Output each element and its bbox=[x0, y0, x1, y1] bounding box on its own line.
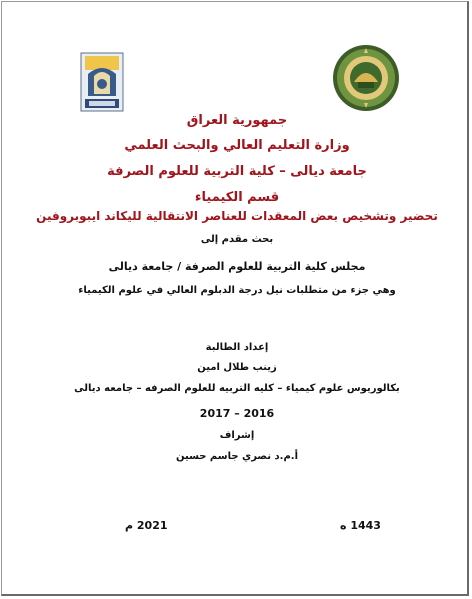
supervisor-name: أ.م.د نصري جاسم حسين bbox=[175, 451, 299, 462]
council-text: مجلس كلية التربية للعلوم الصرفة / جامعة ديالى bbox=[108, 260, 366, 273]
gregorian-year: 2021 م bbox=[125, 519, 168, 532]
student-name: زينب طلال امين bbox=[197, 362, 277, 373]
purpose-text: وهي جزء من متطلبات نيل درجة الدبلوم العالي في علوم الكيمياء bbox=[78, 285, 396, 296]
department-heading: قسم الكيمياء bbox=[194, 190, 280, 205]
academic-years: 2017 – 2016 bbox=[199, 407, 275, 420]
ministry-heading: وزارة التعليم العالي والبحث العلمي bbox=[124, 138, 350, 153]
university-seal-icon bbox=[332, 44, 400, 112]
hijri-year: 1443 ه bbox=[340, 519, 381, 532]
submitted-to-text: بحث مقدم إلى bbox=[200, 234, 274, 245]
university-seal bbox=[332, 44, 400, 112]
college-logo bbox=[80, 52, 124, 112]
supervision-label: إشراف bbox=[219, 430, 255, 441]
diyala-college-logo-icon bbox=[80, 52, 124, 112]
research-title: تحضير وتشخيص بعض المعقدات للعناصر الانتقالية لليكاند ايبوبروفين bbox=[36, 209, 438, 223]
document-page bbox=[1, 1, 469, 596]
prepared-by-label: إعداد الطالبة bbox=[205, 342, 269, 353]
degree-text: بكالوريوس علوم كيمياء – كليه التربيه للعلوم الصرفه – جامعه ديالى bbox=[74, 383, 400, 394]
country-heading: جمهورية العراق bbox=[186, 113, 288, 128]
university-heading: جامعة ديالى – كلية التربية للعلوم الصرفة bbox=[107, 164, 367, 179]
